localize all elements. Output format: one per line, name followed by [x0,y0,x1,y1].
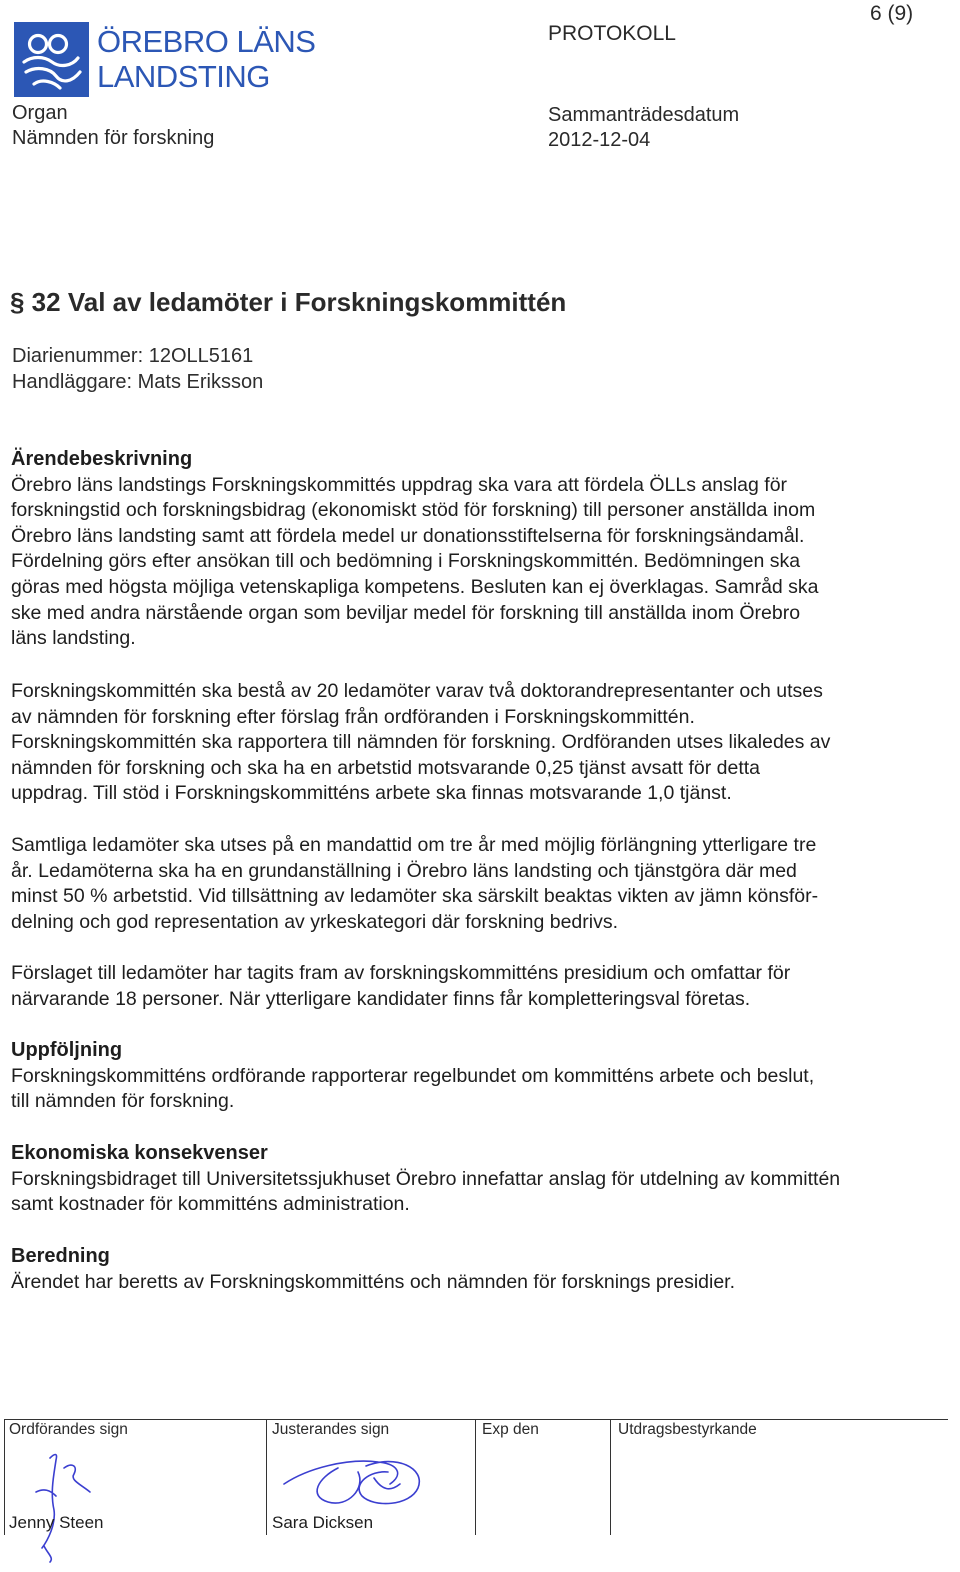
section-case-description [11,447,956,652]
paragraph-term-of-office [11,833,956,935]
section-follow-up [11,1038,956,1115]
paragraph-line: Forskningskommittén ska bestå av 20 ledamöter varav två doktorandrepresentanter och utses [11,680,823,702]
paragraph-line: delning och god representation av yrkeskategori där forskning bedrivs. [11,910,619,933]
organization-name [97,24,315,94]
paragraph-line: göras med högsta möjliga vetenskapliga kompetens. Besluten kan ej överklagas. Samråd ska [11,575,819,598]
extract-certification-label: Utdragsbestyrkande [618,1421,757,1438]
signature-table-top-border [4,1419,948,1420]
meeting-date-block [548,103,739,153]
adjuster-name: Sara Dicksen [272,1513,374,1532]
paragraph-line: ske med andra närstående organ som beviljar medel för forskning till anställda inom Örebro [11,601,801,624]
paragraph-line: av nämnden för forskning efter förslag från ordföranden i Forskningskommittén. [11,705,695,728]
adjuster-sign-label: Justerandes sign [272,1421,390,1438]
paragraph-line: Örebro läns landstings Forskningskommittés uppdrag ska vara att fördela ÖLLs anslag för [11,473,788,496]
page-title: § 32 Val av ledamöter i Forskningskommittén [10,287,567,317]
county-council-logo-icon [14,22,89,97]
paragraph-line: uppdrag. Till stöd i Forskningskommitténs arbete ska finnas motsvarande 1,0 tjänst. [11,782,732,805]
diary-number: Diarienummer: 12OLL5161 [12,345,254,367]
meeting-date-label: Sammanträdesdatum [548,104,740,126]
org-name-line1: ÖREBRO LÄNS [97,24,316,59]
section-heading: Ekonomiska konsekvenser [11,1142,268,1164]
signature-table-divider [475,1419,476,1535]
paragraph-line: till nämnden för forskning. [11,1090,235,1113]
paragraph-line: närvarande 18 personer. När ytterligare kandidater finns får kompletteringsval företas. [11,987,751,1010]
section-economic-consequences [11,1141,956,1218]
paragraph-line: nämnden för forskning och ska ha en arbetstid motsvarande 0,25 tjänst avsatt för detta [11,756,761,779]
page-number: 6 (9) [870,2,914,25]
paragraph-line: Forskningsbidraget till Universitetssjukhuset Örebro innefattar anslag för utdelning av kommittén [11,1167,841,1190]
paragraph-line: Forskningskommitténs ordförande rapporterar regelbundet om kommitténs arbete och beslut, [11,1064,815,1087]
meeting-date-value: 2012-12-04 [548,129,651,151]
paragraph-line: år. Ledamöterna ska ha en grundanställning i Örebro läns landsting och tjänstgöra där med [11,859,797,882]
paragraph-line: Forskningskommittén ska rapportera till nämnden för forskning. Ordföranden utses likaledes av [11,731,831,754]
expedition-date-label: Exp den [482,1421,539,1438]
section-preparation [11,1244,956,1295]
paragraph-line: Förslaget till ledamöter har tagits fram av forskningskommitténs presidium och omfattar för [11,962,791,984]
chair-sign-label: Ordförandes sign [9,1421,128,1438]
paragraph-line: Örebro läns landsting samt att fördela medel ur donationsstiftelserna för forskningsändamål. [11,524,805,547]
paragraph-proposal [11,961,956,1012]
chair-handwritten-signature-icon [20,1440,120,1565]
paragraph-committee-composition [11,679,956,807]
paragraph-line: forskningstid och forskningsbidrag (ekonomiskt stöd för forskning) till personer anställda inom [11,499,816,522]
paragraph-line: minst 50 % arbetstid. Vid tillsättning av ledamöter ska särskilt beaktas vikten av jämn könsför- [11,885,819,908]
paragraph-line: Samtliga ledamöter ska utses på en mandattid om tre år med möjlig förlängning ytterligare tre [11,834,817,856]
paragraph-line: läns landsting. [11,627,136,650]
section-heading: Ärendebeskrivning [11,448,193,470]
signature-table-divider [266,1419,267,1535]
section-heading: Uppföljning [11,1039,123,1061]
organ-label: Organ [12,102,68,124]
paragraph-line: Ärendet har beretts av Forskningskommitténs och nämnden för forsknings presidier. [11,1270,736,1293]
section-heading: Beredning [11,1245,110,1267]
paragraph-line: Fördelning görs efter ansökan till och bedömning i Forskningskommittén. Bedömningen ska [11,550,801,573]
document-type: PROTOKOLL [548,22,676,45]
organ-block [12,101,214,151]
organ-value: Nämnden för forskning [12,127,215,149]
org-name-line2: LANDSTING [97,59,270,94]
paragraph-line: samt kostnader för kommitténs administration. [11,1193,410,1216]
case-handler: Handläggare: Mats Eriksson [12,371,264,393]
signature-table-divider [610,1419,611,1535]
chair-name: Jenny Steen [9,1513,104,1532]
signature-table-divider [4,1419,5,1535]
